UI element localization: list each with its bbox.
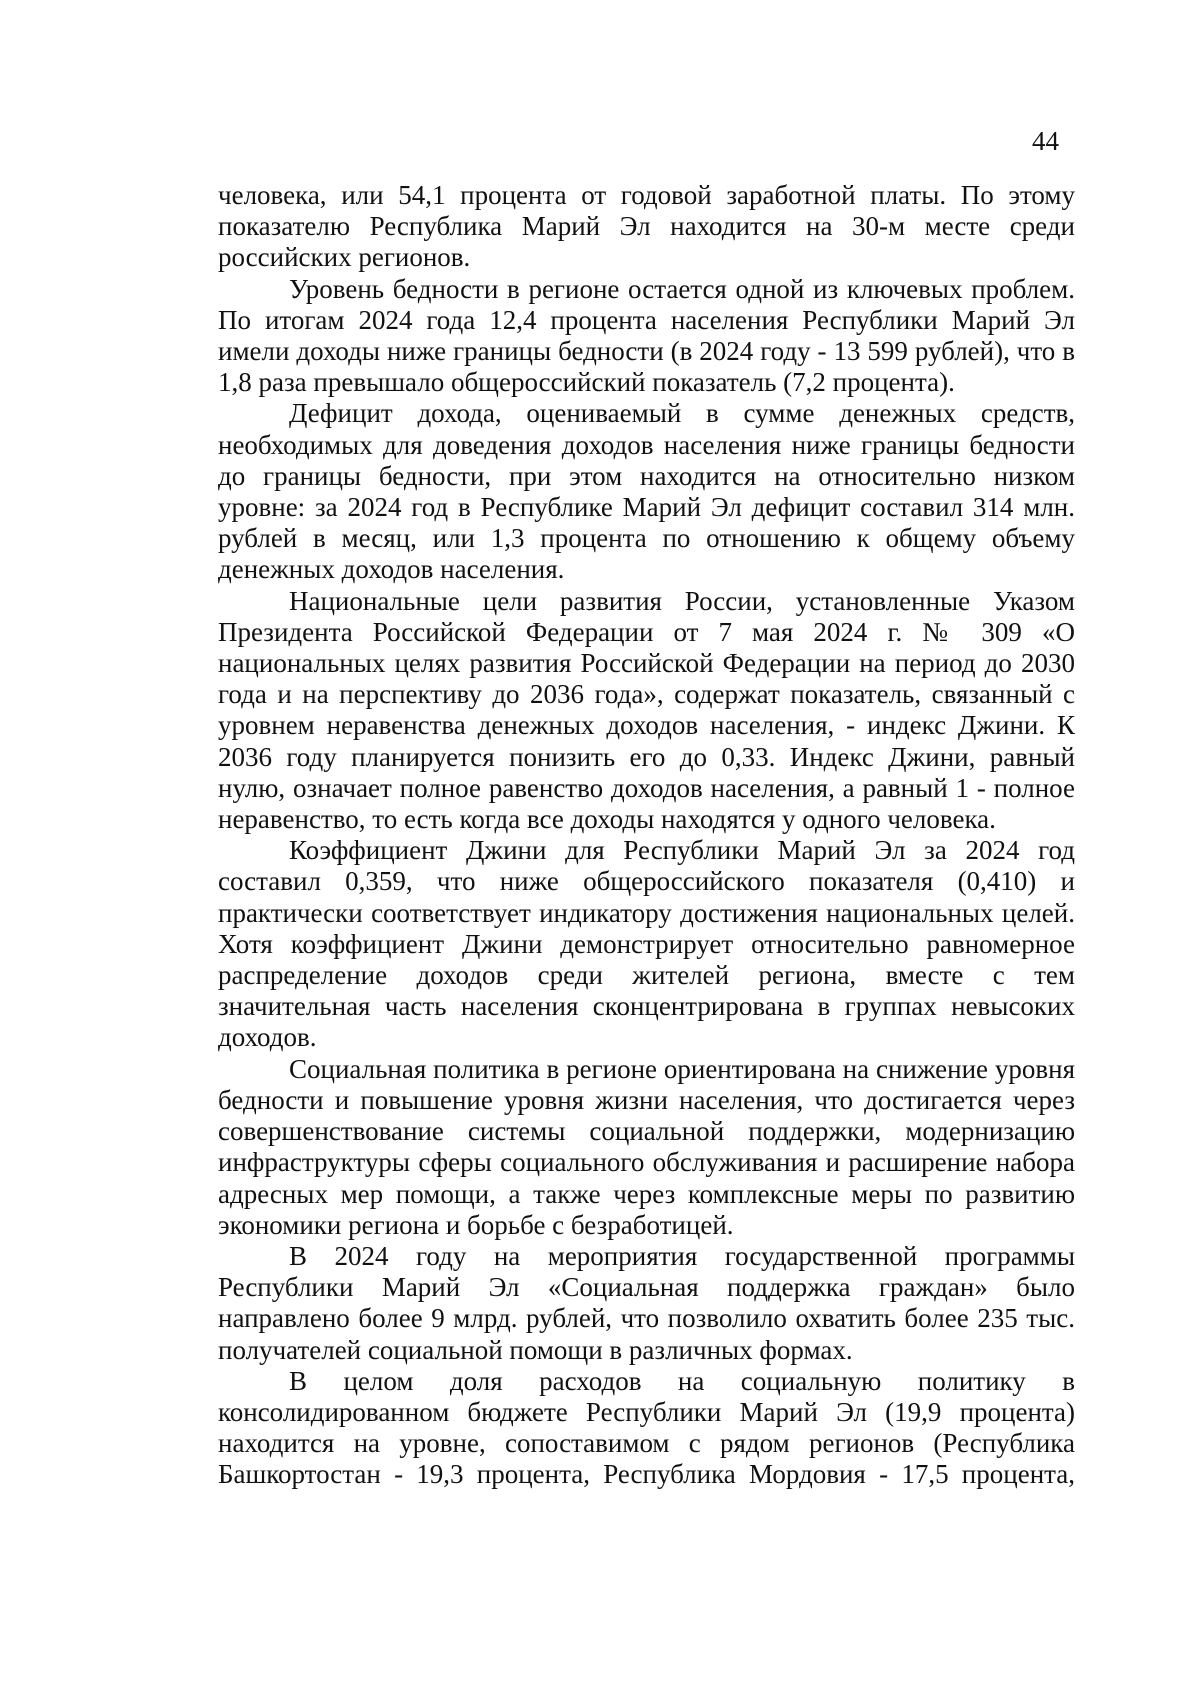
paragraph-1: человека, или 54,1 процента от годовой заработной платы. По этому показателю Республика Марий Эл находится на 30-м месте среди российских регионов. — [218, 180, 1075, 273]
document-body — [218, 180, 1075, 1491]
paragraph-3: Дефицит дохода, оцениваемый в сумме денежных средств, необходимых для доведения доходов населения ниже границы бедности до границы бедности, при этом находится на относительно низком уровне: за 2024 год в Республике Марий Эл дефицит составил 314 млн. рублей в месяц, или 1,3 процента по отношению к общему объему денежных доходов населения. — [218, 398, 1075, 585]
paragraph-5: Коэффициент Джини для Республики Марий Эл за 2024 год составил 0,359, что ниже общероссийского показателя (0,410) и практически соответствует индикатору достижения национальных целей. Хотя коэффициент Джини демонстрирует относительно равномерное распределение доходов среди жителей региона, вместе с тем значительная часть населения сконцентрирована в группах невысоких доходов. — [218, 835, 1075, 1053]
paragraph-6: Социальная политика в регионе ориентирована на снижение уровня бедности и повышение уровня жизни населения, что достигается через совершенствование системы социальной поддержки, модернизацию инфраструктуры сферы социального обслуживания и расширение набора адресных мер помощи, а также через комплексные меры по развитию экономики региона и борьбе с безработицей. — [218, 1053, 1075, 1240]
paragraph-2: Уровень бедности в регионе остается одной из ключевых проблем. По итогам 2024 года 12,4 процента населения Республики Марий Эл имели доходы ниже границы бедности (в 2024 году - 13 599 рублей), что в 1,8 раза превышало общероссийский показатель (7,2 процента). — [218, 273, 1075, 398]
paragraph-8: В целом доля расходов на социальную политику в консолидированном бюджете Республики Марий Эл (19,9 процента) находится на уровне, сопоставимом с рядом регионов (Республика Башкортостан - 19,3 процента, Республика Мордовия - 17,5 процента, — [218, 1365, 1075, 1490]
paragraph-4: Национальные цели развития России, установленные Указом Президента Российской Федерации от 7 мая 2024 г. № 309 «О национальных целях развития Российской Федерации на период до 2030 года и на перспективу до 2036 года», содержат показатель, связанный с уровнем неравенства денежных доходов населения, - индекс Джини. К 2036 году планируется понизить его до 0,33. Индекс Джини, равный нулю, означает полное равенство доходов населения, а равный 1 - полное неравенство, то есть когда все доходы находятся у одного человека. — [218, 585, 1075, 835]
paragraph-7: В 2024 году на мероприятия государственной программы Республики Марий Эл «Социальная поддержка граждан» было направлено более 9 млрд. рублей, что позволило охватить более 235 тыс. получателей социальной помощи в различных формах. — [218, 1240, 1075, 1365]
page-number: 44 — [1032, 126, 1059, 156]
